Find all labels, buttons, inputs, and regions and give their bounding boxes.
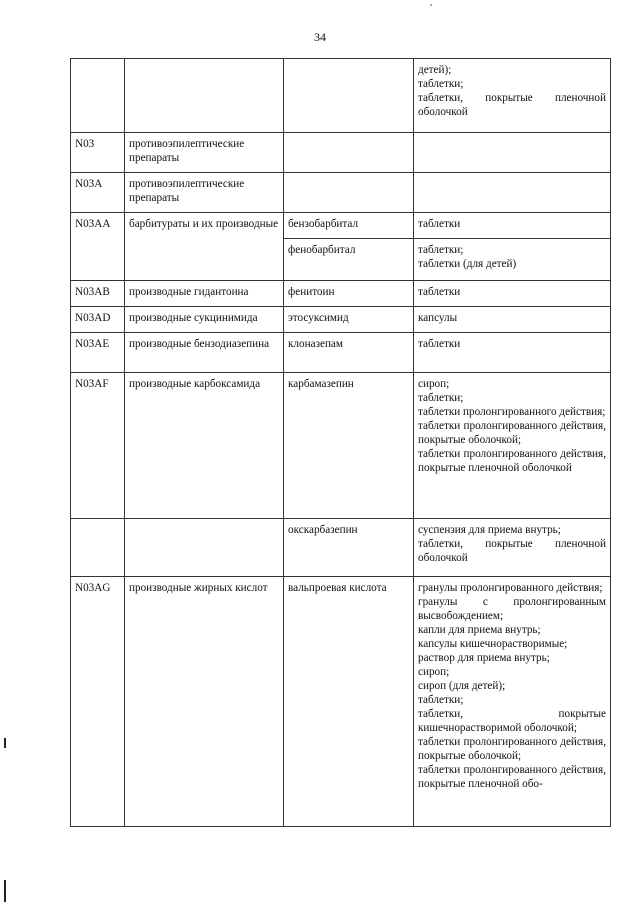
atc-code-cell: N03AF (71, 373, 125, 519)
drug-name-cell (284, 173, 414, 213)
dosage-form: таблетки пролонгированного действия, покрытые пленочной обо- (418, 764, 606, 790)
dosage-forms-cell (414, 173, 611, 213)
dosage-form: сироп; (418, 378, 450, 390)
table-row (71, 281, 611, 307)
dosage-forms-cell (414, 239, 611, 281)
table-row (71, 519, 611, 577)
table-row (71, 133, 611, 173)
drug-name-cell: вальпроевая кислота (284, 577, 414, 827)
dosage-form: суспензия для приема внутрь; (418, 524, 561, 536)
dosage-form: капли для приема внутрь; (418, 624, 541, 636)
drug-name-cell: фенитоин (284, 281, 414, 307)
dosage-form: таблетки (418, 286, 461, 298)
table-row (71, 59, 611, 133)
drug-name-cell: этосуксимид (284, 307, 414, 333)
dosage-form: детей); (418, 64, 452, 76)
atc-code-cell: N03A (71, 173, 125, 213)
table-row (71, 577, 611, 827)
dosage-form: таблетки; (418, 694, 464, 706)
dosage-form: сироп; (418, 666, 450, 678)
dosage-form: раствор для приема внутрь; (418, 652, 550, 664)
drug-name-cell (284, 133, 414, 173)
dosage-forms-cell (414, 213, 611, 239)
dosage-forms-cell (414, 519, 611, 577)
drug-name-cell: фенобарбитал (284, 239, 414, 281)
atc-code-cell: N03AB (71, 281, 125, 307)
dosage-forms-cell (414, 59, 611, 133)
table-row (71, 307, 611, 333)
scan-edge-mark (4, 880, 6, 902)
dosage-form: таблетки (для детей) (418, 258, 517, 270)
scan-edge-mark (4, 738, 6, 748)
dosage-forms-cell (414, 373, 611, 519)
group-cell: противоэпилептические препараты (125, 173, 284, 213)
dosage-form: таблетки; (418, 392, 464, 404)
dosage-form: таблетки; (418, 78, 464, 90)
drug-name-cell: окскарбазепин (284, 519, 414, 577)
scan-speck (430, 4, 432, 6)
group-cell (125, 519, 284, 577)
dosage-form: гранулы пролонгированного действия; (418, 582, 603, 594)
table-row (71, 333, 611, 373)
dosage-form: таблетки, покрытые пленочной оболочкой (418, 92, 606, 118)
dosage-form: таблетки (418, 218, 461, 230)
group-cell: противоэпилептические препараты (125, 133, 284, 173)
dosage-forms-cell (414, 307, 611, 333)
atc-code-cell: N03 (71, 133, 125, 173)
drug-classification-table (70, 58, 611, 827)
table-row (71, 173, 611, 213)
dosage-form: таблетки (418, 338, 461, 350)
atc-code-cell: N03AD (71, 307, 125, 333)
dosage-form: таблетки; (418, 244, 464, 256)
dosage-forms-cell (414, 133, 611, 173)
atc-code-cell: N03AG (71, 577, 125, 827)
table-row (71, 373, 611, 519)
dosage-forms-cell (414, 281, 611, 307)
dosage-form: таблетки пролонгированного действия, покрытые оболочкой; (418, 420, 606, 446)
group-cell: производные сукцинимида (125, 307, 284, 333)
drug-name-cell: бензобарбитал (284, 213, 414, 239)
dosage-form: таблетки пролонгированного действия, покрытые оболочкой; (418, 736, 606, 762)
dosage-form: гранулы с пролонгированным высвобождением; (418, 596, 606, 622)
group-cell: производные жирных кислот (125, 577, 284, 827)
dosage-forms-cell (414, 577, 611, 827)
dosage-form: капсулы (418, 312, 458, 324)
drug-name-cell: клоназепам (284, 333, 414, 373)
dosage-form: таблетки, покрытые кишечнорастворимой оболочкой; (418, 708, 606, 734)
group-cell (125, 59, 284, 133)
drug-name-cell (284, 59, 414, 133)
dosage-form: таблетки пролонгированного действия; (418, 406, 606, 418)
dosage-forms-cell (414, 333, 611, 373)
atc-code-cell: N03AA (71, 213, 125, 281)
dosage-form: таблетки, покрытые пленочной оболочкой (418, 538, 606, 564)
group-cell: производные бензодиазепина (125, 333, 284, 373)
dosage-form: таблетки пролонгированного действия, покрытые пленочной оболочкой (418, 448, 606, 474)
group-cell: барбитураты и их производные (125, 213, 284, 281)
group-cell: производные карбоксамида (125, 373, 284, 519)
page-number: 34 (314, 30, 326, 44)
atc-code-cell: N03AE (71, 333, 125, 373)
atc-code-cell (71, 59, 125, 133)
group-cell: производные гидантоина (125, 281, 284, 307)
dosage-form: капсулы кишечнорастворимые; (418, 638, 568, 650)
dosage-form: сироп (для детей); (418, 680, 506, 692)
drug-name-cell: карбамазепин (284, 373, 414, 519)
atc-code-cell (71, 519, 125, 577)
table-row (71, 213, 611, 239)
